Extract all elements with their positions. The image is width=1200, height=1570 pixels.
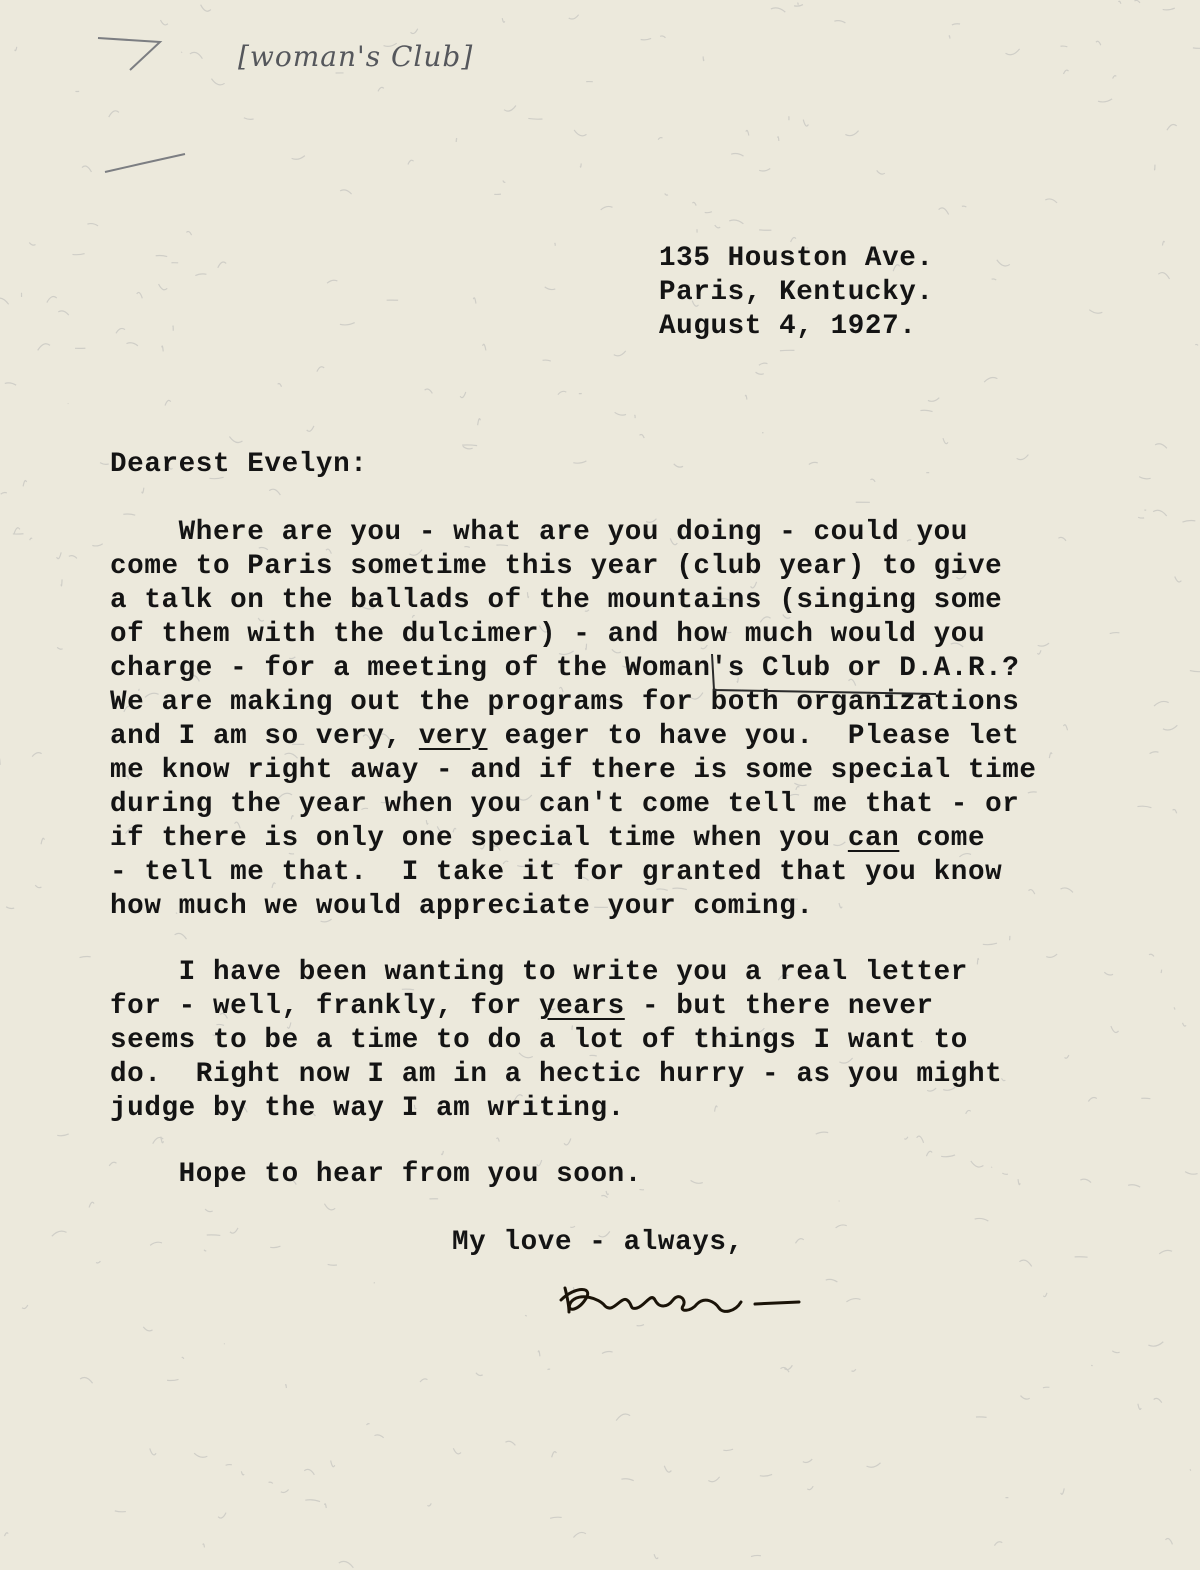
paper-fiber <box>976 1417 987 1418</box>
paper-fiber <box>870 479 875 482</box>
paper-fiber <box>746 130 749 135</box>
paper-fiber <box>1110 633 1120 634</box>
paper-fiber <box>378 87 384 91</box>
paper-fiber <box>920 410 932 411</box>
paper-fiber <box>207 1235 221 1236</box>
paper-fiber <box>729 220 743 224</box>
paper-fiber <box>759 168 770 171</box>
paragraph2-line-1: I have been wanting to write you a real letter <box>110 957 968 988</box>
paper-fiber <box>569 15 579 19</box>
paper-fiber <box>159 284 168 290</box>
paper-fiber <box>1158 273 1169 279</box>
paper-fiber <box>1045 199 1057 203</box>
paper-fiber <box>305 1500 320 1502</box>
paper-fiber <box>1018 1179 1020 1185</box>
paper-fiber <box>1138 1404 1141 1410</box>
paper-fiber <box>156 256 168 257</box>
paper-fiber <box>47 296 57 302</box>
paper-fiber <box>715 1106 718 1112</box>
paper-fiber <box>505 1441 515 1445</box>
paper-fiber <box>194 1453 207 1457</box>
paper-fiber <box>760 1474 772 1476</box>
paper-fiber <box>580 163 581 167</box>
paper-fiber <box>203 1544 205 1548</box>
paper-fiber <box>751 1555 761 1556</box>
paper-fiber <box>339 1561 354 1567</box>
paper-fiber <box>5 383 16 385</box>
paper-fiber <box>109 111 119 117</box>
paper-fiber <box>971 1161 984 1167</box>
paper-fiber <box>32 753 41 757</box>
paper-fiber <box>1043 1387 1049 1388</box>
paper-fiber <box>1019 1260 1031 1266</box>
paper-fiber <box>798 3 799 5</box>
paragraph1-line-11: - tell me that. I take it for granted that you know <box>110 857 1003 888</box>
paper-fiber <box>966 1110 971 1113</box>
paragraph2-line-2 <box>110 990 934 1024</box>
paragraph1-line-10 <box>110 822 985 856</box>
paper-fiber <box>195 274 206 276</box>
paper-fiber <box>1113 76 1117 79</box>
paper-fiber <box>190 52 203 58</box>
paper-fiber <box>1020 1396 1029 1400</box>
paper-fiber <box>1138 517 1144 518</box>
paper-fiber <box>218 1513 226 1518</box>
address-line-street: 135 Houston Ave. <box>659 243 934 274</box>
paper-fiber <box>573 1532 585 1537</box>
paper-fiber <box>441 1151 443 1155</box>
paper-fiber <box>1183 1023 1186 1026</box>
paper-fiber <box>852 1369 856 1371</box>
paper-fiber <box>803 120 808 127</box>
paper-fiber <box>92 544 102 546</box>
underlined-emphasis-years: years <box>538 991 625 1022</box>
paper-fiber <box>949 36 950 39</box>
paper-fiber <box>270 1246 280 1247</box>
handwritten-signature <box>555 1278 815 1328</box>
paper-fiber <box>1174 1008 1175 1010</box>
paper-fiber <box>839 903 842 908</box>
paper-fiber <box>1162 241 1164 245</box>
paragraph2-line-3: seems to be a time to do a lot of things I want to <box>110 1025 968 1056</box>
paper-fiber <box>939 208 949 215</box>
paragraph1-line-4: of them with the dulcimer) - and how much would you <box>110 619 986 650</box>
paper-fiber <box>367 1424 370 1425</box>
paper-fiber <box>759 363 768 365</box>
paper-fiber <box>795 1239 803 1244</box>
paper-fiber <box>1195 344 1198 345</box>
paper-fiber <box>1049 753 1052 758</box>
paper-fiber <box>61 579 62 586</box>
paper-fiber <box>150 1448 156 1454</box>
paper-fiber <box>285 1385 286 1389</box>
paper-fiber <box>100 463 109 465</box>
paper-fiber <box>205 1209 213 1212</box>
paper-fiber <box>952 24 960 25</box>
paper-fiber <box>962 206 966 207</box>
paper-fiber <box>35 885 41 888</box>
paper-fiber <box>1111 1026 1119 1032</box>
paper-fiber <box>497 1138 500 1142</box>
paper-fiber <box>331 1461 335 1467</box>
paper-fiber <box>771 8 785 12</box>
paper-fiber <box>984 377 997 382</box>
paper-fiber <box>456 139 457 142</box>
paper-fiber <box>877 170 885 174</box>
paper-fiber <box>621 1479 633 1481</box>
paper-fiber <box>846 1299 860 1302</box>
paper-fiber <box>165 400 171 405</box>
paper-fiber <box>58 311 69 315</box>
paper-fiber <box>278 384 282 387</box>
paper-fiber <box>325 1504 327 1508</box>
paper-fiber <box>992 279 997 280</box>
paper-fiber <box>543 360 551 361</box>
paper-fiber <box>30 538 32 540</box>
paper-fiber <box>1159 1250 1172 1254</box>
valediction: My love - always, <box>452 1227 744 1258</box>
paper-fiber <box>292 156 305 160</box>
paper-fiber <box>1161 970 1162 973</box>
paper-fiber <box>664 1466 671 1472</box>
paper-fiber <box>1148 1342 1163 1346</box>
paper-fiber <box>1043 1293 1047 1297</box>
paper-fiber <box>478 419 481 426</box>
paper-fiber <box>705 212 712 213</box>
text-segment: eager to have you. Please let <box>487 721 1020 752</box>
paper-fiber <box>1185 1172 1197 1175</box>
paper-fiber <box>427 1503 431 1506</box>
paper-fiber <box>504 105 516 111</box>
paper-fiber <box>23 481 26 487</box>
paragraph1-line-5: charge - for a meeting of the Woman's Club or D.A.R.? <box>110 653 1020 684</box>
paper-fiber <box>538 1351 540 1357</box>
paper-fiber <box>80 1378 93 1384</box>
paper-fiber <box>545 287 556 290</box>
underlined-emphasis-can: can <box>847 823 900 854</box>
text-segment: and I am so very, <box>110 721 419 752</box>
paper-fiber <box>1046 954 1057 957</box>
paper-fiber <box>1137 806 1151 807</box>
paper-fiber <box>1065 1055 1069 1058</box>
salutation: Dearest Evelyn: <box>110 449 368 480</box>
paper-fiber <box>616 1414 630 1421</box>
paper-fiber <box>116 328 125 333</box>
paper-fiber <box>115 1511 126 1512</box>
paper-fiber <box>640 434 645 438</box>
paper-fiber <box>52 1231 67 1236</box>
paper-fiber <box>1088 1098 1096 1102</box>
paper-fiber <box>1038 643 1049 646</box>
text-segment: for - well, frankly, for <box>110 991 539 1022</box>
paper-fiber <box>745 395 747 399</box>
paragraph1-line-9: during the year when you can't come tell me that - or <box>110 789 1020 820</box>
paper-fiber <box>218 262 226 268</box>
paper-fiber <box>525 1316 526 1317</box>
paper-fiber <box>807 1486 813 1490</box>
paper-fiber <box>6 907 14 909</box>
paper-fiber <box>1058 537 1066 540</box>
paragraph1-line-1: Where are you - what are you doing - could you <box>110 517 968 548</box>
paper-fiber <box>0 298 9 304</box>
paper-fiber <box>1029 890 1035 895</box>
paper-fiber <box>703 56 704 60</box>
paper-fiber <box>1080 1179 1091 1182</box>
handwritten-annotation: [woman's Club] <box>238 40 474 73</box>
paper-fiber <box>977 958 978 964</box>
paper-fiber <box>614 351 626 356</box>
paper-fiber <box>502 18 504 22</box>
paper-fiber <box>137 292 143 298</box>
paper-fiber <box>123 514 135 515</box>
paper-fiber <box>162 346 163 351</box>
paper-fiber <box>1028 792 1037 793</box>
paper-fiber <box>928 398 939 402</box>
paper-fiber <box>460 392 466 398</box>
paper-fiber <box>1061 1488 1065 1494</box>
paper-fiber <box>1061 888 1073 892</box>
paper-fiber <box>244 118 254 120</box>
paper-fiber <box>453 1448 461 1454</box>
paper-fiber <box>723 1449 733 1450</box>
paper-fiber <box>80 957 91 958</box>
paper-fiber <box>1118 1 1120 4</box>
paper-fiber <box>473 298 476 304</box>
paper-fiber <box>803 1459 812 1462</box>
paper-fiber <box>1163 725 1177 730</box>
pencil-tick-mark <box>90 30 180 90</box>
paper-fiber <box>1 492 7 494</box>
paper-fiber <box>29 242 35 245</box>
paper-fiber <box>241 1471 244 1475</box>
paper-fiber <box>816 1132 828 1134</box>
paper-fiber <box>756 372 764 374</box>
paper-fiber <box>1128 1185 1140 1187</box>
paper-fiber <box>574 130 586 136</box>
paper-fiber <box>57 552 62 558</box>
paragraph1-line-6: We are making out the programs for both organizations <box>110 687 1020 718</box>
paper-fiber <box>658 138 662 140</box>
paper-fiber <box>57 647 62 649</box>
paper-fiber <box>641 38 651 39</box>
pen-bracket-mark <box>706 650 946 696</box>
closing-line: Hope to hear from you soon. <box>110 1159 642 1190</box>
letter-date: August 4, 1927. <box>659 311 917 342</box>
paper-fiber <box>425 389 433 393</box>
paper-fiber <box>462 445 477 446</box>
paper-fiber <box>692 202 696 205</box>
paper-fiber <box>1006 49 1020 55</box>
paper-fiber <box>201 5 211 12</box>
paper-fiber <box>211 79 224 85</box>
paper-fiber <box>731 154 743 157</box>
paper-fiber <box>1150 752 1159 754</box>
paper-fiber <box>160 20 167 25</box>
paper-fiber <box>4 1533 8 1536</box>
paper-fiber <box>1096 41 1101 45</box>
pencil-dash-mark <box>100 150 190 180</box>
paper-fiber <box>143 1327 152 1331</box>
paper-fiber <box>230 1228 238 1233</box>
paper-fiber <box>691 1180 703 1183</box>
paper-fiber <box>1017 455 1029 460</box>
paper-fiber <box>1173 809 1177 813</box>
paper-fiber <box>997 260 1010 266</box>
paper-fiber <box>72 254 84 255</box>
paper-fiber <box>615 412 626 415</box>
paper-fiber <box>1167 124 1177 130</box>
paper-fiber <box>41 838 44 844</box>
paper-fiber <box>340 323 355 325</box>
paper-fiber <box>181 52 182 53</box>
text-segment: come <box>899 823 986 854</box>
paper-fiber <box>463 446 473 449</box>
paragraph1-line-7 <box>110 720 1019 754</box>
paper-fiber <box>665 194 668 196</box>
paper-fiber <box>281 1489 289 1492</box>
paper-fiber <box>778 137 779 141</box>
paper-fiber <box>420 1379 427 1382</box>
paper-fiber <box>87 224 98 226</box>
paper-fiber <box>552 1452 557 1458</box>
paper-fiber <box>1139 477 1150 479</box>
paper-fiber <box>1104 972 1113 975</box>
paper-fiber <box>204 1250 206 1251</box>
paper-fiber <box>14 528 20 534</box>
paper-fiber <box>836 1225 847 1228</box>
paper-fiber <box>1175 577 1182 582</box>
paper-fiber <box>975 1218 989 1221</box>
paper-fiber <box>601 206 613 209</box>
paper-fiber <box>904 1137 907 1139</box>
paper-fiber <box>1149 954 1154 956</box>
paper-fiber <box>715 225 720 228</box>
paper-fiber <box>229 436 242 442</box>
paper-fiber <box>324 1204 335 1210</box>
paper-fiber <box>1098 99 1112 102</box>
paper-fiber <box>1163 8 1175 10</box>
paper-fiber <box>269 489 280 495</box>
paper-fiber <box>82 166 92 172</box>
paper-fiber <box>304 1469 314 1474</box>
paper-fiber <box>660 36 665 38</box>
paper-fiber <box>1089 310 1102 314</box>
paper-fiber <box>926 1151 932 1156</box>
paragraph1-line-12: how much we would appreciate your coming. <box>110 891 814 922</box>
paper-fiber <box>328 1264 337 1265</box>
paper-fiber <box>654 1554 658 1558</box>
paper-fiber <box>601 1195 607 1197</box>
paper-fiber <box>175 933 187 939</box>
paper-fiber <box>558 391 566 394</box>
paper-fiber <box>340 190 351 194</box>
paper-fiber <box>528 118 542 119</box>
paper-fiber <box>1002 1173 1008 1174</box>
paper-fiber <box>1154 701 1169 706</box>
paper-fiber <box>1063 725 1067 731</box>
paper-fiber <box>69 556 77 559</box>
paper-fiber <box>834 21 845 23</box>
paper-fiber <box>1112 1351 1119 1353</box>
paper-fiber <box>1134 0 1140 2</box>
text-segment: if there is only one special time when you <box>110 823 848 854</box>
paper-fiber <box>307 426 314 431</box>
paper-fiber <box>167 1379 178 1380</box>
paper-fiber <box>602 1352 613 1354</box>
paper-fiber <box>794 5 803 7</box>
paper-fiber <box>564 1138 571 1145</box>
paper-fiber <box>674 464 683 467</box>
paper-fiber <box>781 1367 789 1372</box>
paper-fiber <box>150 1242 162 1245</box>
paragraph2-line-5: judge by the way I am writing. <box>110 1093 625 1124</box>
paper-fiber <box>809 462 818 464</box>
paragraph1-line-8: me know right away - and if there is some special time <box>110 755 1037 786</box>
paragraph1-line-2: come to Paris sometime this year (club year) to give <box>110 551 1003 582</box>
paper-fiber <box>182 1357 184 1358</box>
paper-fiber <box>22 1305 28 1309</box>
paper-fiber <box>1190 671 1200 672</box>
paper-fiber <box>126 343 137 346</box>
paper-fiber <box>941 1155 955 1157</box>
paper-fiber <box>411 29 418 34</box>
paper-fiber <box>1165 1538 1172 1544</box>
paper-fiber <box>374 1435 383 1438</box>
paper-fiber <box>555 243 556 246</box>
paper-fiber <box>867 1463 881 1467</box>
paper-fiber <box>142 488 144 493</box>
paper-fiber <box>550 1517 562 1518</box>
underlined-emphasis-very: very <box>418 721 488 752</box>
paper-fiber <box>994 1542 1002 1546</box>
paper-fiber <box>1154 1398 1162 1402</box>
paragraph1-line-3: a talk on the ballads of the mountains (singing some <box>110 585 1003 616</box>
paper-fiber <box>186 232 191 236</box>
paper-fiber <box>38 344 50 351</box>
paper-fiber <box>1155 444 1167 449</box>
paper-fiber <box>96 1261 100 1263</box>
paper-fiber <box>317 367 324 372</box>
paper-fiber <box>917 1136 924 1143</box>
paper-fiber <box>57 1134 68 1136</box>
paper-fiber <box>1182 521 1195 523</box>
paper-fiber <box>1063 70 1068 74</box>
paper-fiber <box>226 1465 232 1466</box>
paper-fiber <box>1060 46 1067 47</box>
paper-fiber <box>826 1279 838 1282</box>
paper-fiber <box>1153 510 1167 516</box>
paper-fiber <box>476 1373 483 1376</box>
paper-fiber <box>408 160 414 164</box>
paper-fiber <box>845 131 858 136</box>
paper-fiber <box>708 1477 719 1482</box>
text-segment: - but there never <box>624 991 934 1022</box>
paper-fiber <box>573 461 586 463</box>
paper-fiber <box>327 280 337 283</box>
paper-fiber <box>89 1202 94 1207</box>
paper-fiber <box>15 47 17 51</box>
paper-fiber <box>269 1482 273 1483</box>
paper-fiber <box>483 344 486 350</box>
paragraph2-line-4: do. Right now I am in a hectic hurry - as you might <box>110 1059 1003 1090</box>
paper-fiber <box>1037 650 1040 654</box>
paper-fiber <box>503 181 505 183</box>
address-line-city: Paris, Kentucky. <box>659 277 934 308</box>
paper-fiber <box>943 438 948 444</box>
paper-fiber <box>983 943 997 944</box>
